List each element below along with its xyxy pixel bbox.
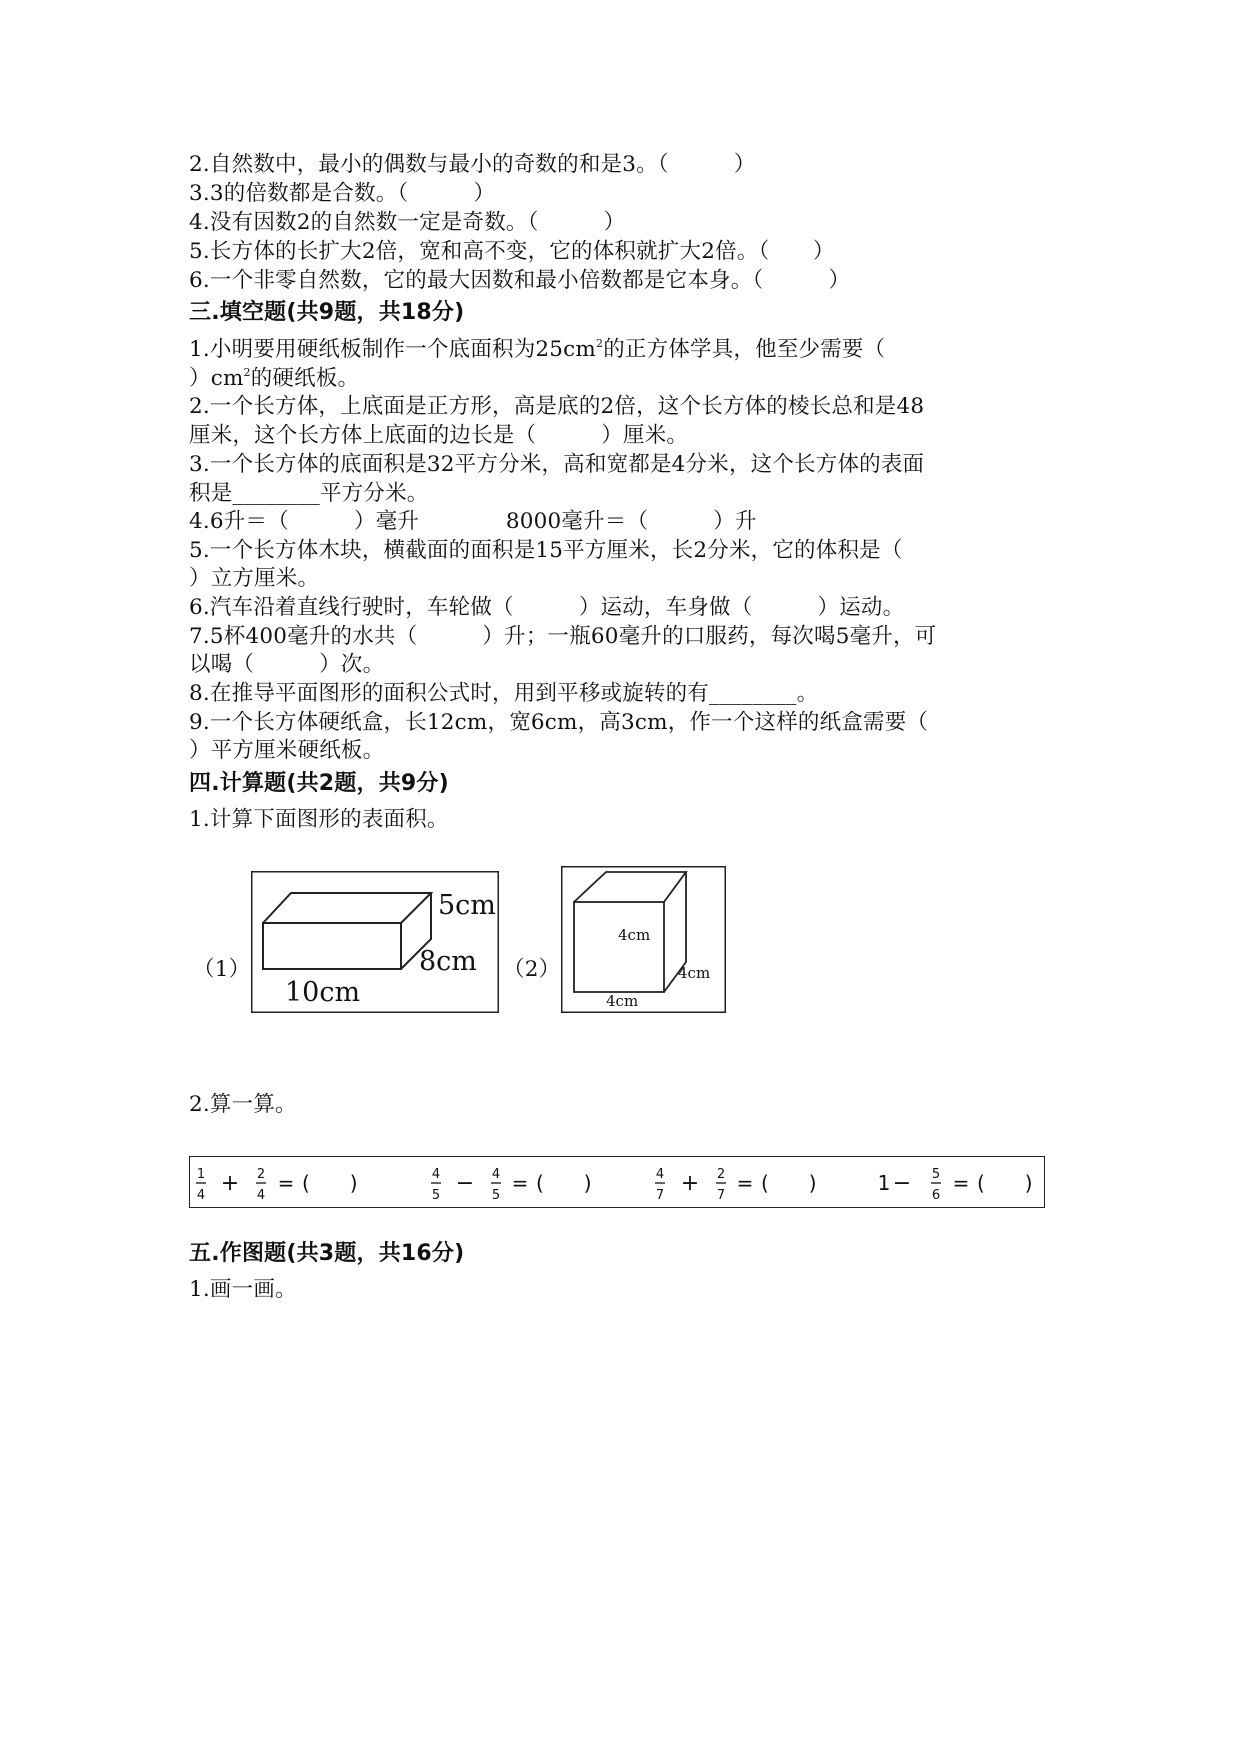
figure-1-label: （1） (193, 957, 251, 982)
cube-width-label: 4cm (606, 992, 639, 1010)
fill-q7-line1: 7.5杯400毫升的水共（ ）升；一瓶60毫升的口服药，每次喝5毫升，可 (189, 624, 937, 649)
frac2-a-den: 5 (431, 1188, 441, 1203)
frac3-b-den: 7 (716, 1188, 726, 1203)
fill-q2-line1: 2.一个长方体，上底面是正方形，高是底的2倍，这个长方体的棱长总和是48 (189, 394, 925, 419)
calc-q2: 2.算一算。 (189, 1092, 297, 1117)
frac3-op: + (680, 1171, 700, 1196)
judge-item-6: 6.一个非零自然数，它的最大因数和最小倍数都是它本身。（ ） (189, 268, 851, 293)
fill-q7-line2: 以喝（ ）次。 (189, 652, 385, 677)
fill-q6-line1: 6.汽车沿着直线行驶时，车轮做（ ）运动，车身做（ ）运动。 (189, 595, 905, 620)
frac4-b-num: 5 (931, 1167, 941, 1182)
fill-q3-line2: 积是________平方分米。 (189, 481, 429, 506)
frac3-a-num: 4 (655, 1167, 665, 1182)
frac1-a-num: 1 (196, 1167, 206, 1182)
fill-q9-line1: 9.一个长方体硬纸盒，长12cm，宽6cm，高3cm，作一个这样的纸盒需要（ (189, 710, 929, 735)
fraction-expression-1 (196, 1167, 358, 1203)
fill-q5-line1: 5.一个长方体木块，横截面的面积是15平方厘米，长2分米，它的体积是（ (189, 538, 903, 563)
cuboid-figure (251, 871, 499, 1013)
frac1-eq: = (277, 1171, 295, 1195)
frac3-a-den: 7 (655, 1188, 665, 1203)
fill-q1-line2-a: ）cm (189, 366, 244, 391)
figure-2-label: （2） (503, 957, 561, 982)
frac1-a-den: 4 (196, 1188, 206, 1203)
frac2-op: − (455, 1171, 475, 1196)
fill-q5-line2: ）立方厘米。 (189, 566, 320, 591)
cuboid-length-label: 10cm (285, 977, 361, 1008)
cuboid-height-label: 5cm (438, 890, 496, 921)
frac4-eq: = (952, 1171, 970, 1195)
fraction-expression-3 (655, 1167, 817, 1203)
calc-q1: 1.计算下面图形的表面积。 (189, 807, 449, 832)
section-4-title: 四.计算题(共2题，共9分) (189, 771, 449, 796)
cuboid-width-label: 8cm (419, 946, 477, 977)
fill-q1-line2-b: 的硬纸板。 (250, 366, 360, 391)
draw-q1: 1.画一画。 (189, 1277, 297, 1302)
frac3-answer[interactable]: ( ) (761, 1171, 817, 1195)
cube-height-label: 4cm (618, 926, 651, 944)
frac4-b-den: 6 (931, 1188, 941, 1203)
judge-item-4: 4.没有因数2的自然数一定是奇数。（ ） (189, 210, 626, 235)
fraction-expressions (190, 1157, 1046, 1209)
fill-q1-line2-sup: 2 (243, 366, 251, 379)
fill-q4-line1: 4.6升＝（ ）毫升 8000毫升＝（ ）升 (189, 509, 757, 534)
frac2-answer[interactable]: ( ) (536, 1171, 592, 1195)
frac2-a-num: 4 (431, 1167, 441, 1182)
section-5-title: 五.作图题(共3题，共16分) (189, 1241, 465, 1266)
fill-q3-line1: 3.一个长方体的底面积是32平方分米，高和宽都是4分米，这个长方体的表面 (189, 452, 925, 477)
cube-figure (561, 866, 726, 1013)
fill-q2-line2: 厘米，这个长方体上底面的边长是（ ）厘米。 (189, 423, 689, 448)
fill-q1-text-b: 的正方体学具，他至少需要（ (603, 337, 886, 362)
fraction-expression-4 (878, 1167, 1033, 1203)
section-3-title: 三.填空题(共9题，共18分) (189, 300, 465, 325)
frac4-answer[interactable]: ( ) (977, 1171, 1033, 1195)
frac2-b-den: 5 (491, 1188, 501, 1203)
judge-item-5: 5.长方体的长扩大2倍，宽和高不变，它的体积就扩大2倍。（ ） (189, 239, 835, 264)
fill-q1-sup: 2 (596, 337, 604, 350)
judge-item-2: 2.自然数中，最小的偶数与最小的奇数的和是3。（ ） (189, 152, 756, 177)
fill-q8-line1: 8.在推导平面图形的面积公式时，用到平移或旋转的有________。 (189, 681, 819, 706)
cube-depth-label: 4cm (678, 964, 711, 982)
fraction-expression-2 (431, 1167, 592, 1203)
judge-item-3: 3.3的倍数都是合数。（ ） (189, 181, 496, 206)
fill-q1-line1 (189, 336, 885, 364)
frac1-b-num: 2 (256, 1167, 266, 1182)
fill-q1-text-a: 1.小明要用硬纸板制作一个底面积为25cm (189, 337, 597, 362)
frac2-eq: = (511, 1171, 529, 1195)
frac3-b-num: 2 (716, 1167, 726, 1182)
fill-q9-line2: ）平方厘米硬纸板。 (189, 738, 385, 763)
frac1-answer[interactable]: ( ) (302, 1171, 358, 1195)
frac1-b-den: 4 (256, 1188, 266, 1203)
frac1-op: + (220, 1171, 240, 1196)
frac3-eq: = (736, 1171, 754, 1195)
fill-q1-line2 (189, 365, 359, 393)
frac4-op: − (892, 1171, 912, 1196)
frac2-b-num: 4 (491, 1167, 501, 1182)
frac4-whole: 1 (877, 1171, 891, 1195)
fraction-calc-box (189, 1156, 1045, 1208)
